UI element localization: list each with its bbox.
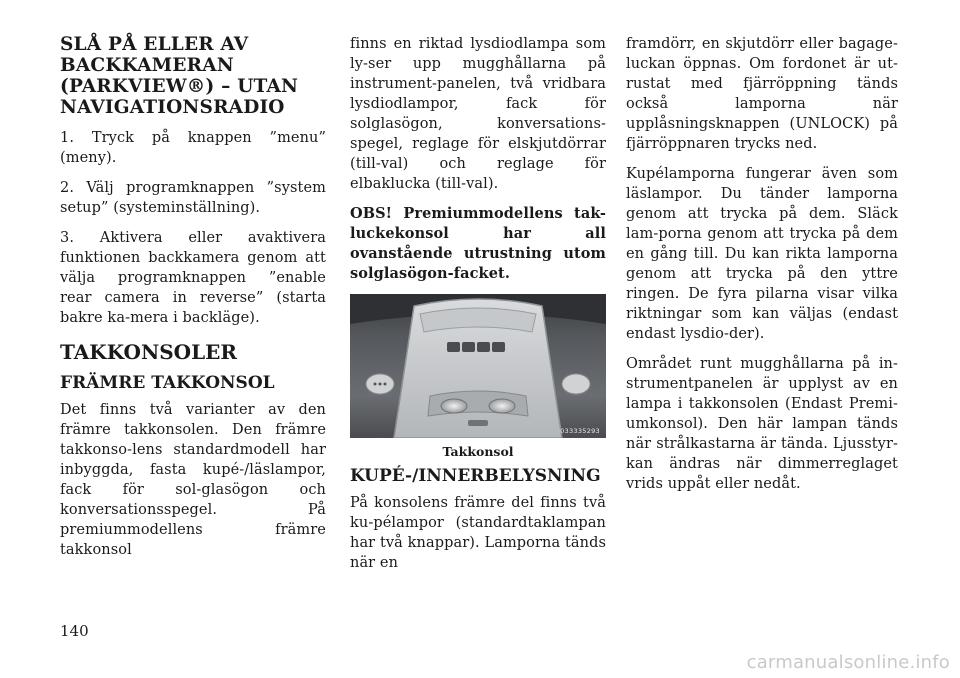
console-button: [447, 342, 460, 352]
page-number: 140: [60, 622, 89, 640]
paragraph-laslampor: Kupélamporna fungerar även som läslampor. Du tänder lamporna genom att trycka på dem. Släck lam-porna genom att trycka på dem en gång till. Du kan rikta lamporna genom att trycka på den yttre ringen. De fyra pilarna visar vilka riktningar som kan väljas (endast endast lysdio-der).: [626, 166, 898, 342]
column-middle: [350, 34, 606, 583]
reading-lamp-right: [489, 399, 515, 413]
console-button: [492, 342, 505, 352]
column-left: [60, 34, 326, 570]
heading-kupe-belysning: KUPÉ-/INNERBELYSNING: [350, 466, 601, 486]
note-obs: OBS! Premiummodellens tak-luckekonsol har all ovanstående utrustning utom solglasögon-facket.: [350, 205, 606, 282]
step-1: 1. Tryck på knappen ”menu” (meny).: [60, 130, 326, 166]
paragraph-dorrar: framdörr, en skjutdörr eller bagage-luckan öppnas. Om fordonet är ut-rustat med fjärröppning tänds också lamporna när upplåsningsknappen (UNLOCK) på fjärröppnaren trycks ned.: [626, 36, 898, 152]
overhead-console-photo: [350, 294, 606, 438]
figure-caption: Takkonsol: [442, 444, 514, 459]
paragraph-premium: finns en riktad lysdiodlampa som ly-ser upp mugghållarna på instrument-panelen, två vridbara lysdiodlampor, fack för solglasögon, konversations-spegel, reglage för elskjutdörrar (till-val) och reglage för elbaklucka (till-val).: [350, 36, 606, 192]
mirror-switch: [468, 420, 488, 426]
console-button: [462, 342, 475, 352]
paragraph-mugghallare: Området runt mugghållarna på in-strumentpanelen är upplyst av en lampa i takkonsolen (Endast Premi-umkonsol). Den här lampan tänds när strålkastarna är tända. Ljusstyr-kan ändras när dimmerreglaget vrids uppåt eller nedåt.: [626, 356, 898, 492]
heading-framre-takkonsol: FRÄMRE TAKKONSOL: [60, 373, 275, 393]
column-right: [626, 34, 898, 504]
reading-lamp-left: [441, 399, 467, 413]
heading-parkview: SLÅ PÅ ELLER AV BACKKAMERAN (PARKVIEW®) – UTAN NAVIGATIONSRADIO: [60, 34, 299, 118]
watermark[interactable]: carmanualsonline.info: [746, 652, 950, 673]
overhead-console-illustration: [350, 294, 606, 438]
step-2: 2. Välj programknappen ”system setup” (systeminställning).: [60, 180, 326, 216]
step-3: 3. Aktivera eller avaktivera funktionen backkamera genom att välja programknappen ”enable rear camera in reverse” (starta bakre ka-mera i backläge).: [60, 230, 326, 326]
paragraph-kupelampor: På konsolens främre del finns två ku-pélampor (standardtaklampan har två knappar). Lamporna tänds när en: [350, 495, 606, 571]
paragraph-takkonsol: Det finns två varianter av den främre takkonsolen. Den främre takkonso-lens standardmodell har inbyggda, fasta kupé-/läslampor, fack för sol-glasögon och konversationsspegel. På premiummodellens främre takkonsol: [60, 402, 326, 558]
figure-code: 033335293: [560, 427, 600, 435]
console-button: [477, 342, 490, 352]
heading-takkonsoler: TAKKONSOLER: [60, 340, 238, 364]
side-handle-right: [562, 374, 590, 394]
